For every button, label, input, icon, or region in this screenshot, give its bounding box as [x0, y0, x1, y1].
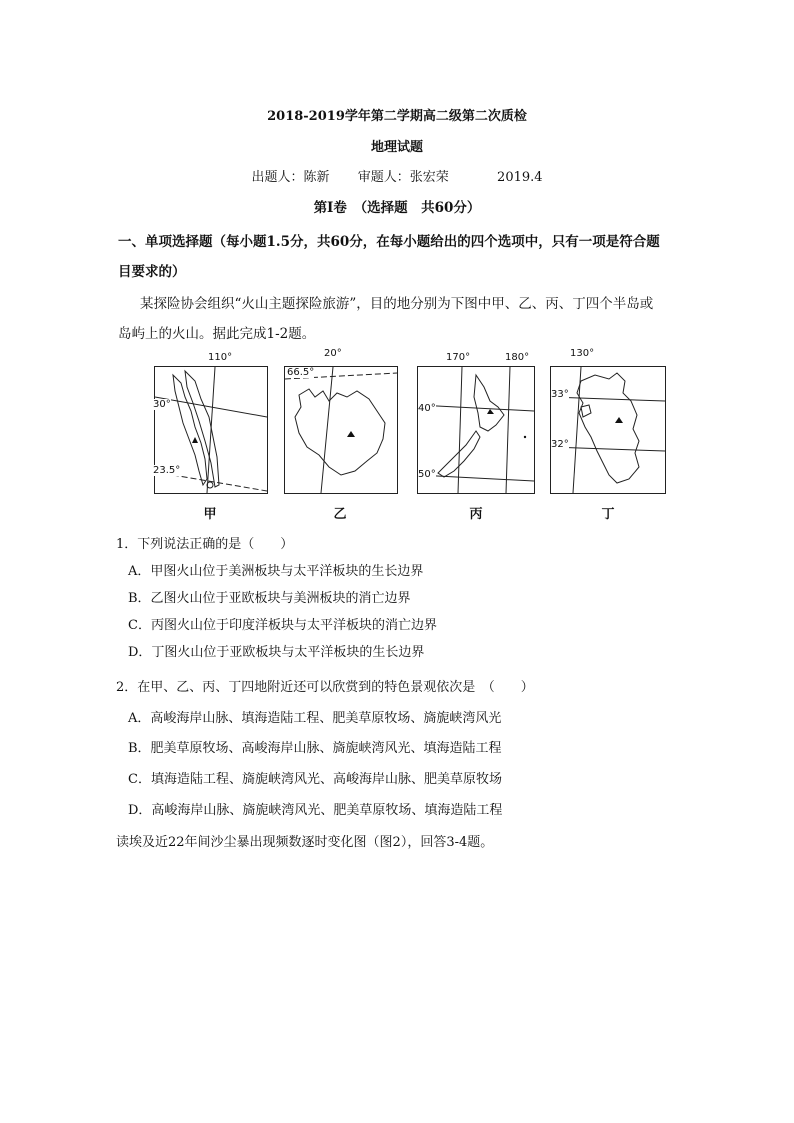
- map-jia-lat-23: 23.5°: [153, 465, 181, 476]
- map-bing-top-coord-2: 180°: [505, 352, 530, 363]
- map-bing-top-coord-1: 170°: [446, 352, 471, 363]
- map-yi: [284, 366, 398, 494]
- map-ding-lat-33: 33°: [551, 389, 569, 400]
- question-1-stem: 1．下列说法正确的是（ ）: [116, 537, 294, 552]
- map-ding-top-coord: 130°: [570, 348, 595, 359]
- map-jia-label: 甲: [203, 507, 217, 522]
- map-yi-svg: [285, 367, 397, 493]
- author-line: [0, 166, 794, 185]
- map-ding: [550, 366, 666, 494]
- question-1-option-d: D．丁图火山位于亚欧板块与太平洋板块的生长边界: [128, 645, 425, 660]
- figure-2-prompt: 读埃及近22年间沙尘暴出现频数逐时变化图（图2），回答3-4题。: [116, 835, 494, 850]
- question-2-option-d: D．高峻海岸山脉、旖旎峡湾风光、肥美草原牧场、填海造陆工程: [128, 803, 503, 818]
- map-bing-lat-50: 50°: [418, 469, 436, 480]
- subject-title: 地理试题: [370, 140, 423, 155]
- section-title: 第Ⅰ卷 （选择题 共60分）: [313, 200, 481, 216]
- setter: 出题人：陈新: [251, 170, 330, 185]
- map-yi-label: 乙: [333, 507, 347, 522]
- question-1-option-a: A．甲图火山位于美洲板块与太平洋板块的生长边界: [128, 564, 424, 579]
- map-ding-label: 丁: [601, 507, 615, 522]
- map-bing-lat-40: 40°: [418, 403, 436, 414]
- question-2-stem: 2．在甲、乙、丙、丁四地附近还可以欣赏到的特色景观依次是 （ ）: [116, 680, 534, 695]
- map-jia: [154, 366, 268, 494]
- map-ding-lat-32: 32°: [551, 439, 569, 450]
- question-2-option-b: B．肥美草原牧场、高峻海岸山脉、旖旎峡湾风光、填海造陆工程: [128, 741, 502, 756]
- map-figure: [140, 348, 680, 523]
- instruction-line-2: 目要求的）: [118, 264, 186, 280]
- question-2-option-c: C．填海造陆工程、旖旎峡湾风光、高峻海岸山脉、肥美草原牧场: [128, 772, 502, 787]
- reviewer: 审题人：张宏荣: [357, 170, 449, 185]
- question-1-option-c: C．丙图火山位于印度洋板块与太平洋板块的消亡边界: [128, 618, 437, 633]
- map-yi-top-coord: 20°: [324, 348, 342, 359]
- exam-title: 2018-2019学年第二学期高二级第二次质检: [267, 109, 527, 124]
- intro-line-2: 岛屿上的火山。据此完成1-2题。: [118, 326, 316, 342]
- map-ding-svg: [551, 367, 665, 493]
- question-1-option-b: B．乙图火山位于亚欧板块与美洲板块的消亡边界: [128, 591, 411, 606]
- exam-date: 2019.4: [497, 170, 543, 185]
- map-bing: [417, 366, 535, 494]
- instruction-line-1: 一、单项选择题（每小题1.5分，共60分，在每小题给出的四个选项中，只有一项是符合题: [118, 234, 660, 250]
- map-bing-label: 丙: [469, 507, 483, 522]
- question-2-option-a: A．高峻海岸山脉、填海造陆工程、肥美草原牧场、旖旎峡湾风光: [128, 711, 502, 726]
- intro-line-1: 某探险协会组织“火山主题探险旅游”，目的地分别为下图中甲、乙、丙、丁四个半岛或: [140, 296, 654, 312]
- map-yi-lat-66: 66.5°: [287, 367, 315, 378]
- map-jia-lat-30: 30°: [153, 399, 171, 410]
- map-jia-top-coord: 110°: [208, 352, 233, 363]
